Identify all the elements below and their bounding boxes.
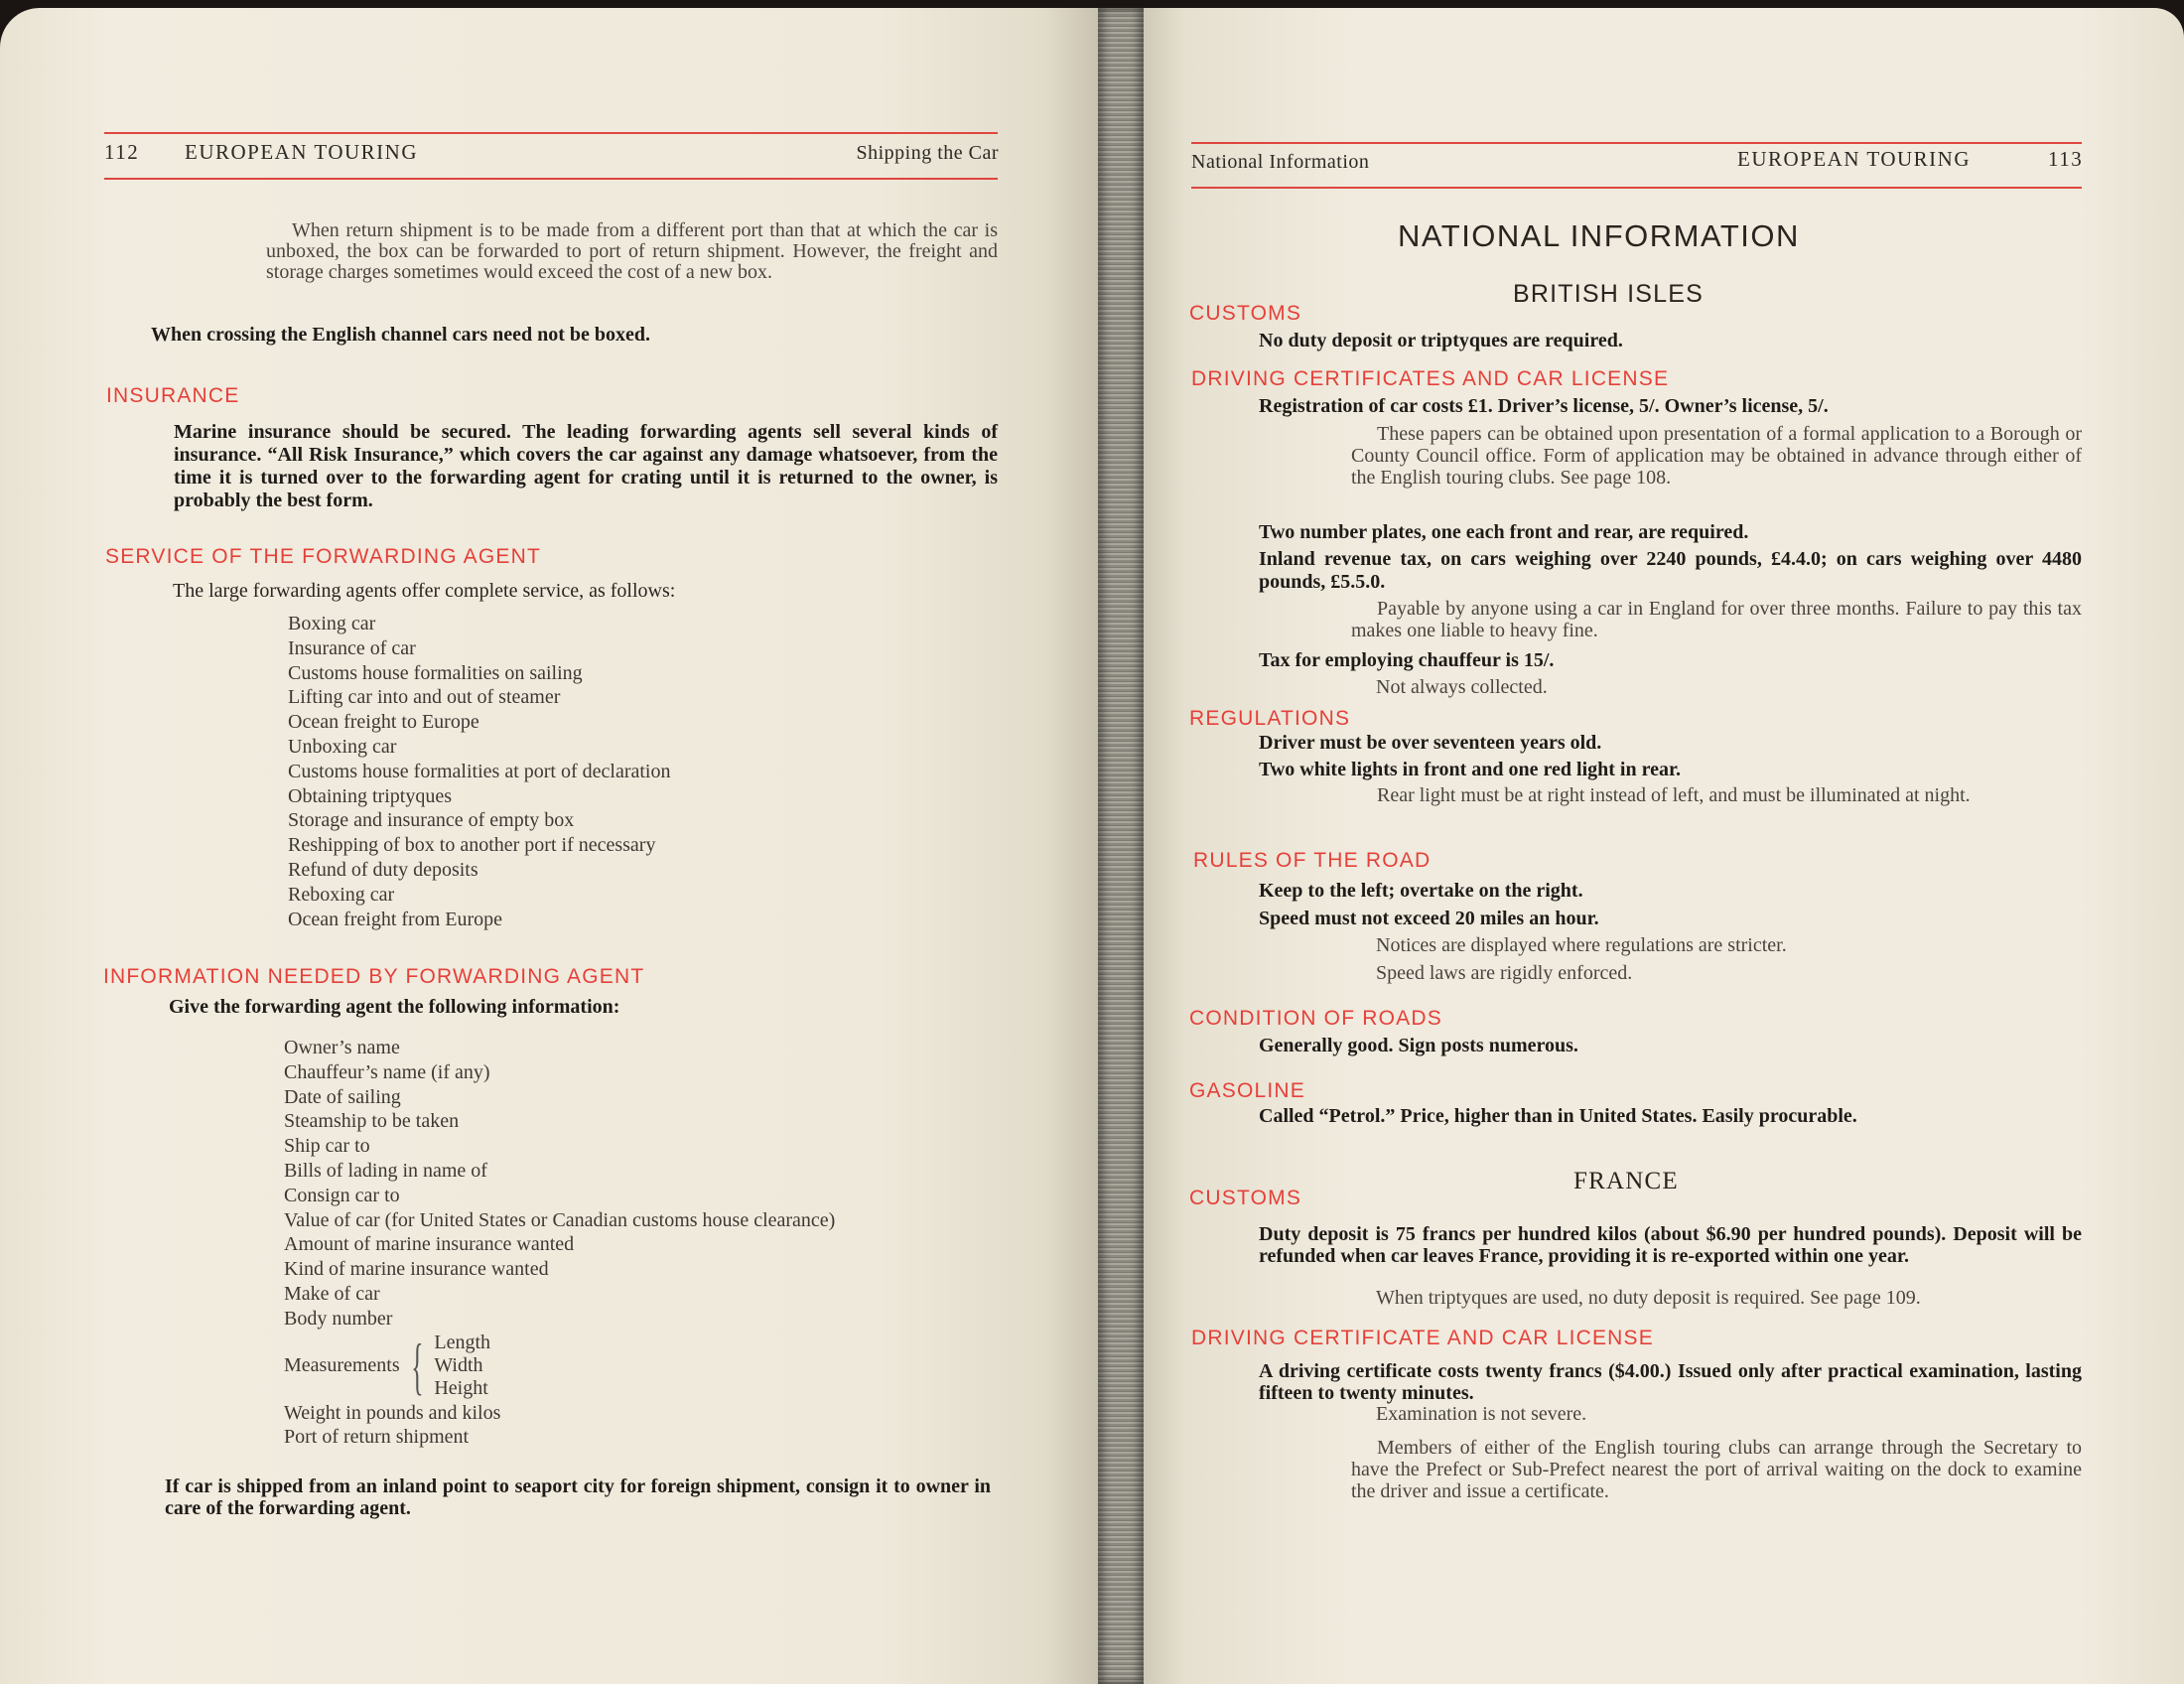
- list-item: Owner’s name: [284, 1037, 400, 1058]
- customs-heading: CUSTOMS: [1189, 302, 1302, 325]
- closing-paragraph: If car is shipped from an inland point to seaport city for foreign shipment, consign it to owner in care of the forwarding agent.: [165, 1475, 991, 1519]
- list-item: Bills of lading in name of: [284, 1159, 487, 1182]
- left-page: [0, 8, 1098, 1684]
- list-item: Date of sailing: [284, 1085, 401, 1108]
- measurements-label: Measurements: [284, 1354, 400, 1377]
- list-item: Storage and insurance of empty box: [288, 809, 575, 832]
- rules-item: Speed must not exceed 20 miles an hour.: [1259, 908, 1599, 929]
- rules-note: Notices are displayed where regulations are stricter.: [1376, 934, 1787, 956]
- service-intro: The large forwarding agents offer complete service, as follows:: [173, 580, 676, 602]
- rules-note: Speed laws are rigidly enforced.: [1376, 962, 1633, 984]
- page-title: NATIONAL INFORMATION: [1398, 218, 1800, 253]
- list-item: Make of car: [284, 1282, 380, 1305]
- gasoline-heading: GASOLINE: [1189, 1079, 1305, 1102]
- list-item: Ocean freight from Europe: [288, 908, 503, 930]
- list-item: Ocean freight to Europe: [288, 711, 479, 734]
- book-spine: [1098, 8, 1144, 1684]
- list-item: Reboxing car: [288, 883, 395, 906]
- driving-note: Examination is not severe.: [1376, 1403, 1587, 1425]
- page-number: 112: [104, 140, 140, 164]
- section-title: Shipping the Car: [856, 142, 999, 164]
- running-title: EUROPEAN TOURING: [185, 140, 418, 164]
- driving-text: A driving certificate costs twenty francs ($4.00.) Issued only after practical examination, lasting fifteen to twenty minutes.: [1259, 1360, 2082, 1404]
- brace-icon: {: [410, 1330, 424, 1401]
- running-title: EUROPEAN TOURING: [1737, 147, 1971, 171]
- chauffeur-tax: Tax for employing chauffeur is 15/.: [1259, 649, 1555, 671]
- service-heading: SERVICE OF THE FORWARDING AGENT: [105, 545, 541, 568]
- insurance-heading: INSURANCE: [106, 384, 240, 407]
- list-item: Reshipping of box to another port if necessary: [288, 834, 656, 857]
- list-item: Chauffeur’s name (if any): [284, 1060, 490, 1083]
- list-item: Port of return shipment: [284, 1426, 470, 1449]
- service-list: [288, 612, 670, 931]
- regulations-heading: REGULATIONS: [1189, 707, 1351, 730]
- customs-note: When triptyques are used, no duty deposit is required. See page 109.: [1376, 1287, 1921, 1309]
- tax-text: Inland revenue tax, on cars weighing over 2240 pounds, £4.4.0; on cars weighing over 4480 pounds, £5.5.0.: [1259, 548, 2082, 593]
- header-rule-bottom: [1191, 187, 2082, 189]
- chauffeur-note: Not always collected.: [1376, 676, 1548, 698]
- intro-paragraph: When return shipment is to be made from a different port than that at which the car is unboxed, the box can be forwarded to port of return shipment. However, the freight and storage charges sometimes would exceed the cost of a new box.: [266, 219, 998, 283]
- list-item: Unboxing car: [288, 735, 397, 758]
- driving-note: Members of either of the English touring clubs can arrange through the Secretary to have the Prefect or Sub-Prefect nearest the port of arrival waiting on the dock to examine the driver and issue a certificate.: [1351, 1437, 2082, 1502]
- list-item: Lifting car into and out of steamer: [288, 686, 561, 709]
- header-rule-top: [1191, 142, 2082, 144]
- list-item: Ship car to: [284, 1135, 370, 1158]
- customs-text: Duty deposit is 75 francs per hundred kilos (about $6.90 per hundred pounds). Deposit will be refunded when car leaves France, providing it is re-exported within one year.: [1259, 1223, 2082, 1267]
- driving-heading: DRIVING CERTIFICATE AND CAR LICENSE: [1191, 1327, 1654, 1349]
- channel-note: When crossing the English channel cars need not be boxed.: [151, 324, 651, 346]
- plates-text: Two number plates, one each front and rear, are required.: [1259, 521, 1749, 543]
- insurance-text: Marine insurance should be secured. The leading forwarding agents sell several kinds of insurance. “All Risk Insurance,” which covers the car against any damage whatsoever, from the time it is turned over to the forwarding agent for crating until it is returned to the owner, is probably the best form.: [174, 421, 998, 511]
- list-item: Amount of marine insurance wanted: [284, 1233, 575, 1256]
- information-list: [284, 1036, 835, 1450]
- rules-heading: RULES OF THE ROAD: [1193, 849, 1432, 872]
- roads-text: Generally good. Sign posts numerous.: [1259, 1035, 1578, 1056]
- list-item: Refund of duty deposits: [288, 858, 478, 881]
- british-isles-heading: BRITISH ISLES: [1513, 280, 1705, 308]
- gasoline-text: Called “Petrol.” Price, higher than in United States. Easily procurable.: [1259, 1105, 1857, 1127]
- list-item: Consign car to: [284, 1184, 400, 1206]
- driving-heading: DRIVING CERTIFICATES AND CAR LICENSE: [1191, 367, 1670, 390]
- roads-heading: CONDITION OF ROADS: [1189, 1007, 1442, 1030]
- list-item: Obtaining triptyques: [288, 784, 452, 807]
- regulation-item: Two white lights in front and one red light in rear.: [1259, 759, 1682, 780]
- regulation-note: Rear light must be at right instead of left, and must be illuminated at night.: [1377, 784, 1971, 806]
- list-item: Body number: [284, 1307, 393, 1330]
- list-item: Boxing car: [288, 613, 376, 634]
- list-item: Weight in pounds and kilos: [284, 1401, 501, 1424]
- driving-text: Registration of car costs £1. Driver’s license, 5/. Owner’s license, 5/.: [1259, 395, 1829, 417]
- driving-note: These papers can be obtained upon presentation of a formal application to a Borough or County Council office. Form of application may be obtained in advance through either of the English touring clubs. See page 108.: [1351, 423, 2082, 489]
- header-rule-bottom: [104, 178, 998, 180]
- rules-item: Keep to the left; overtake on the right.: [1259, 880, 1583, 902]
- regulation-item: Driver must be over seventeen years old.: [1259, 732, 1602, 754]
- list-item: Insurance of car: [288, 636, 416, 659]
- right-page: [1144, 8, 2184, 1684]
- list-item: Value of car (for United States or Canadian customs house clearance): [284, 1208, 836, 1231]
- list-item: Steamship to be taken: [284, 1110, 460, 1133]
- list-item: Kind of marine insurance wanted: [284, 1258, 549, 1281]
- customs-text: No duty deposit or triptyques are required.: [1259, 330, 1623, 351]
- section-title: National Information: [1191, 151, 1370, 173]
- list-item: Length: [434, 1332, 491, 1354]
- measurements: [284, 1332, 835, 1401]
- list-item: Customs house formalities at port of declaration: [288, 760, 671, 782]
- list-item: Customs house formalities on sailing: [288, 661, 583, 684]
- header-rule-top: [104, 132, 998, 134]
- information-intro: Give the forwarding agent the following information:: [169, 996, 620, 1018]
- france-heading: FRANCE: [1573, 1168, 1679, 1194]
- customs-heading: CUSTOMS: [1189, 1187, 1302, 1209]
- list-item: Width: [434, 1354, 483, 1377]
- tax-note: Payable by anyone using a car in England for over three months. Failure to pay this tax makes one liable to heavy fine.: [1351, 598, 2082, 641]
- page-number: 113: [2048, 147, 2084, 171]
- list-item: Height: [434, 1377, 488, 1400]
- information-heading: INFORMATION NEEDED BY FORWARDING AGENT: [103, 965, 645, 988]
